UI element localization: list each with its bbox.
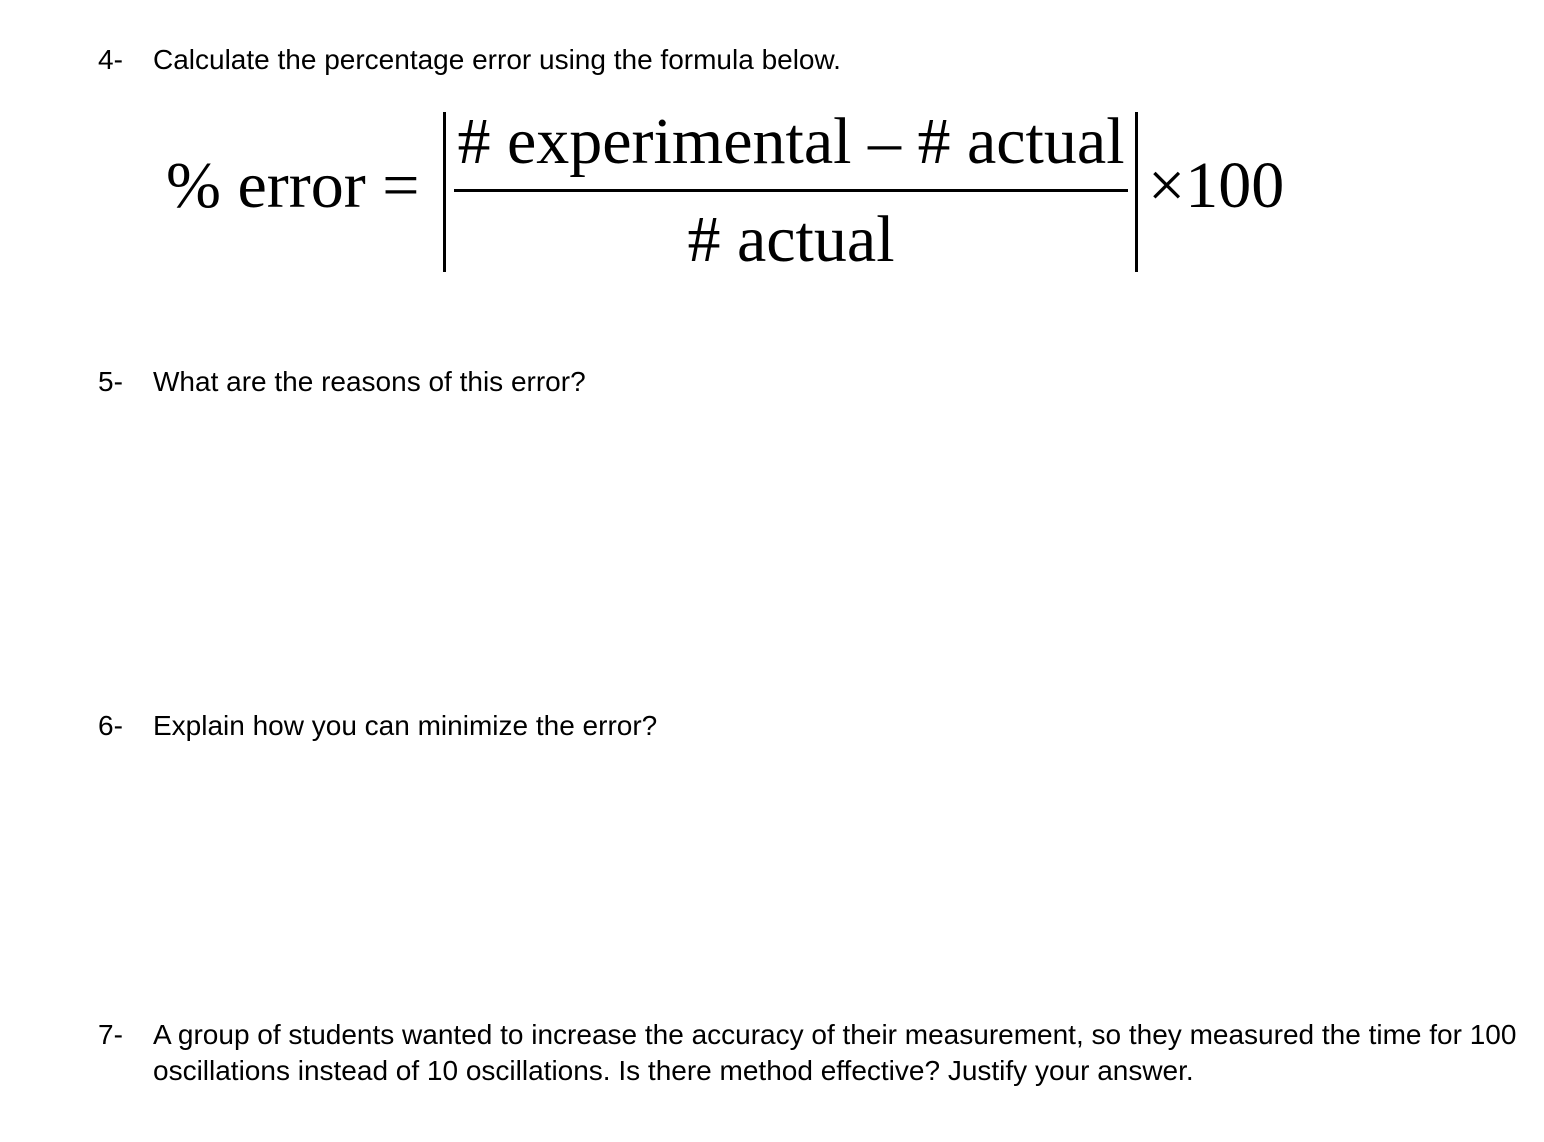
question-number: 4-	[98, 44, 123, 75]
question-text: A group of students wanted to increase the accuracy of their measurement, so they measured the time for 100 oscillations instead of 10 oscillations. Is there method effective? Justify your answer.	[153, 1019, 1517, 1086]
fraction-line	[454, 189, 1128, 192]
question-text: Calculate the percentage error using the formula below.	[153, 44, 841, 75]
percentage-error-formula	[0, 0, 1544, 300]
question-number: 7-	[98, 1019, 123, 1050]
formula-lhs: % error =	[166, 149, 420, 222]
question-text: Explain how you can minimize the error?	[153, 710, 658, 741]
formula-denominator: # actual	[687, 203, 895, 276]
question-7	[98, 1017, 1533, 1089]
question-5	[98, 364, 1533, 400]
formula-numerator: # experimental – # actual	[457, 105, 1125, 178]
question-number: 6-	[98, 710, 123, 741]
question-text: What are the reasons of this error?	[153, 366, 586, 397]
question-6	[98, 708, 1533, 744]
question-number: 5-	[98, 366, 123, 397]
formula-multiplier: ×100	[1148, 149, 1285, 222]
absolute-value-bar-left	[443, 112, 446, 272]
absolute-value-bar-right	[1135, 112, 1138, 272]
